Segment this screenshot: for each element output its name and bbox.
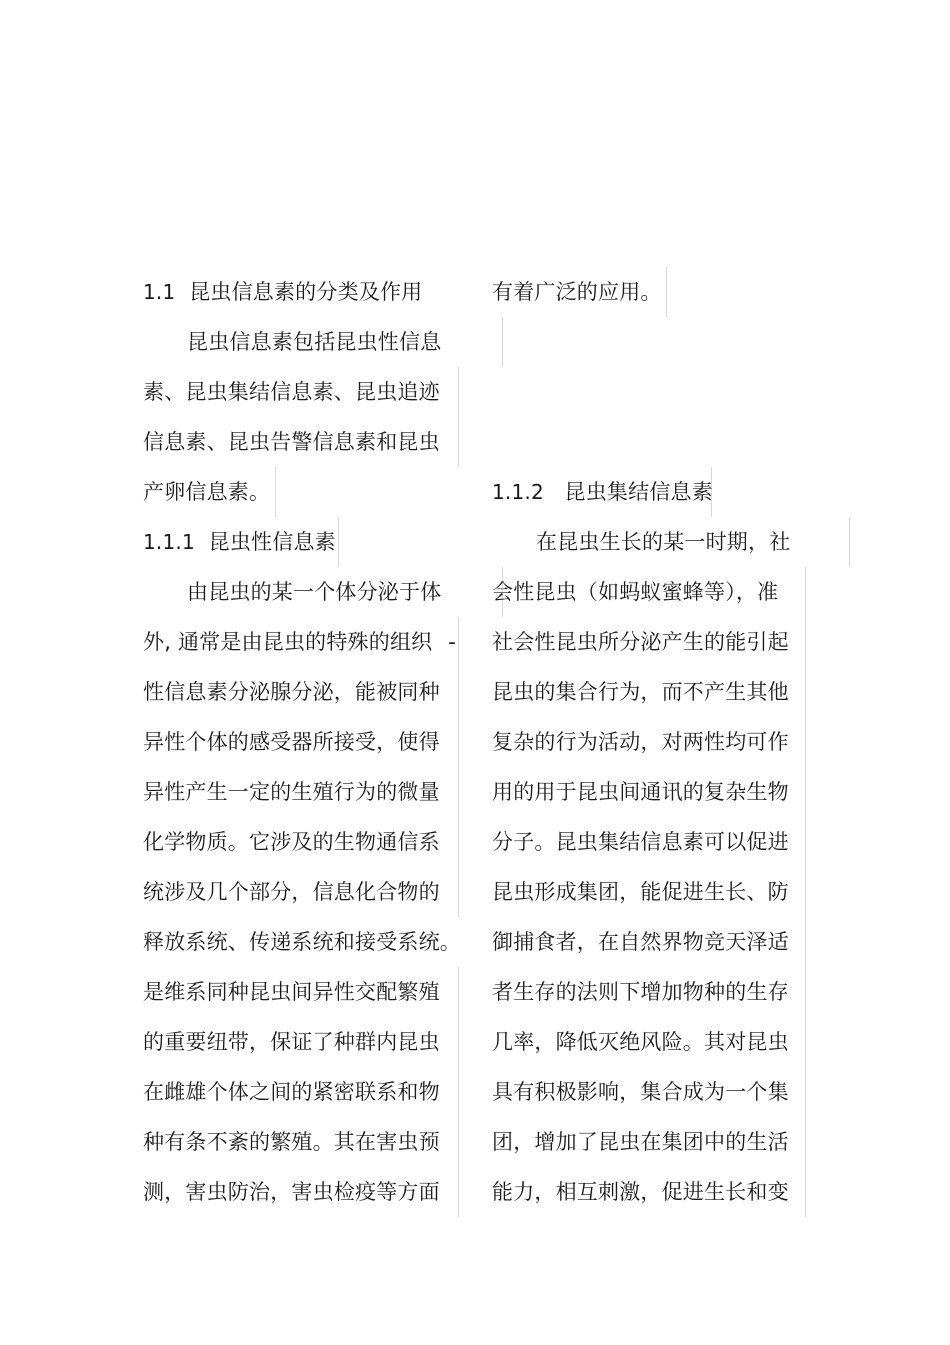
subsection-heading	[492, 467, 812, 517]
section-heading	[143, 267, 463, 317]
paragraph-line: 由昆虫的某一个体分泌于体	[143, 567, 503, 617]
paragraph-line-text: 产卵信息素。	[143, 467, 276, 517]
paragraph-line: 信息素、昆虫告警信息素和昆虫	[143, 417, 459, 467]
paragraph-line: 团，增加了昆虫在集团中的生活	[492, 1117, 806, 1167]
paragraph-line: 种有条不紊的繁殖。其在害虫预	[143, 1117, 459, 1167]
subsection-heading	[143, 517, 463, 567]
section-title: 昆虫信息素的分类及作用	[189, 280, 423, 304]
paragraph-line: 昆虫的集合行为，而不产生其他	[492, 667, 806, 717]
continuation-line	[492, 267, 812, 317]
paragraph-line: 会性昆虫（如蚂蚁蜜蜂等），准	[492, 567, 806, 617]
paragraph-line-text: 外, 通常是由昆虫的特殊的组织	[143, 630, 433, 654]
paragraph-line: 释放系统、传递系统和接受系统。	[143, 930, 461, 954]
hyphen-mark: -	[448, 630, 456, 654]
paragraph-line: 是维系同种昆虫间异性交配繁殖	[143, 967, 459, 1017]
section-number: 1.1	[143, 280, 176, 304]
paragraph-line: 化学物质。它涉及的生物通信系	[143, 817, 459, 867]
subsection-title: 昆虫集结信息素	[564, 480, 713, 504]
paragraph-line: 分子。昆虫集结信息素可以促进	[492, 817, 806, 867]
paragraph-line: 性信息素分泌腺分泌，能被同种	[143, 667, 459, 717]
right-column	[492, 267, 812, 1217]
subsection-heading-text	[143, 517, 339, 567]
continuation-text: 有着广泛的应用。	[492, 267, 667, 317]
paragraph-line: 测，害虫防治，害虫检疫等方面	[143, 1167, 459, 1217]
subsection-title: 昆虫性信息素	[208, 530, 336, 554]
paragraph-line	[143, 617, 459, 667]
blank-line	[492, 417, 812, 467]
paragraph-line: 御捕食者，在自然界物竞天泽适	[492, 917, 806, 967]
paragraph-line: 能力，相互刺激，促进生长和变	[492, 1167, 806, 1217]
paragraph-line: 异性产生一定的生殖行为的微量	[143, 767, 459, 817]
paragraph-line: 异性个体的感受器所接受，使得	[143, 717, 459, 767]
paragraph-line: 复杂的行为活动，对两性均可作	[492, 717, 806, 767]
paragraph-line: 的重要纽带，保证了种群内昆虫	[143, 1017, 459, 1067]
paragraph-line: 用的用于昆虫间通讯的复杂生物	[492, 767, 806, 817]
paragraph-line: 昆虫信息素包括昆虫性信息	[143, 317, 503, 367]
blank-line	[492, 317, 812, 367]
paragraph-line: 几率，降低灭绝风险。其对昆虫	[492, 1017, 806, 1067]
paragraph-line: 素、昆虫集结信息素、昆虫追迹	[143, 367, 459, 417]
paragraph-line: 具有积极影响，集合成为一个集	[492, 1067, 806, 1117]
left-column	[143, 267, 463, 1217]
subsection-number: 1.1.2	[492, 480, 544, 504]
paragraph-line: 在昆虫生长的某一时期，社	[492, 517, 850, 567]
paragraph-line: 在雌雄个体之间的紧密联系和物	[143, 1067, 459, 1117]
blank-line	[492, 367, 812, 417]
paragraph-line: 社会性昆虫所分泌产生的能引起	[492, 617, 806, 667]
paragraph-line: 昆虫形成集团，能促进生长、防	[492, 867, 806, 917]
paragraph-line: 者生存的法则下增加物种的生存	[492, 967, 806, 1017]
paragraph-line: 统涉及几个部分，信息化合物的	[143, 867, 459, 917]
subsection-heading-text	[492, 467, 712, 517]
subsection-number: 1.1.1	[143, 530, 195, 554]
paragraph-line-last	[143, 467, 463, 517]
